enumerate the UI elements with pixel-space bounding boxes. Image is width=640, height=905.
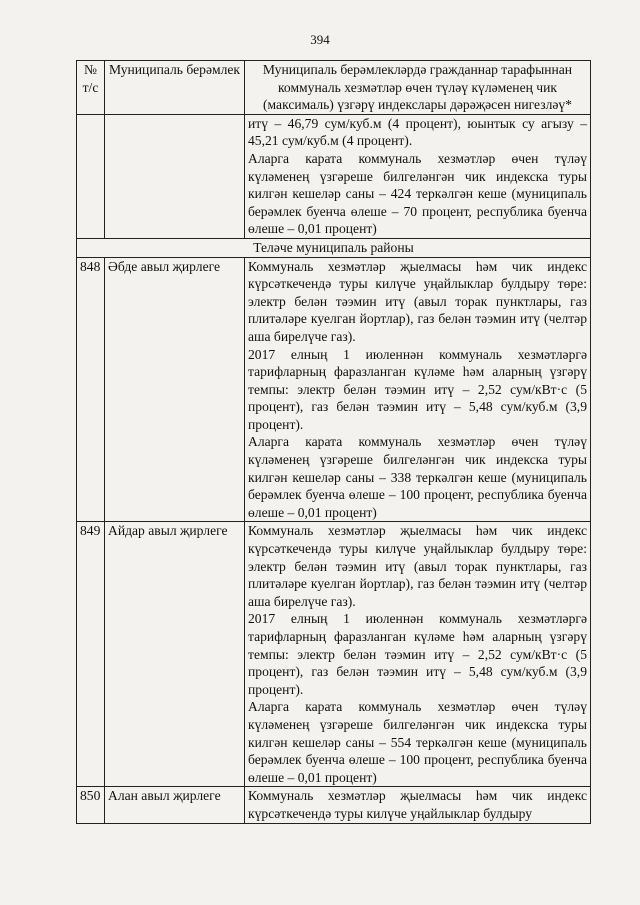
table-row-continuation — [77, 114, 591, 238]
table-row — [77, 787, 591, 823]
district-title: Теләче муниципаль районы — [77, 238, 591, 257]
header-municipality: Муниципаль берәмлек — [105, 61, 245, 115]
header-justification: Муниципаль берәмлекләрдә гражданнар тарафыннан коммуналь хезмәтләр өчен түләү күләменең чик (максималь) үзгәрү индекслары дәрәҗәсен нигезләү* — [245, 61, 591, 115]
header-number: № т/с — [77, 61, 105, 115]
municipality-name: Әбде авыл җирлеге — [105, 257, 245, 522]
indices-table — [76, 60, 591, 824]
justification-cell — [245, 787, 591, 823]
justification-cell — [245, 522, 591, 787]
paragraph: Коммуналь хезмәтләр җыелмасы һәм чик индекс күрсәткечендә туры килүче уңайлыклар булдыру төре: электр белән тәэмин итү (авыл торак пунктлары, газ плитәләре куелган йортлар), газ белән тәэмин итү (челтәр аша бирелүче газ). — [248, 258, 587, 344]
municipality-name: Алан авыл җирлеге — [105, 787, 245, 823]
row-number: 849 — [77, 522, 105, 787]
table-row — [77, 522, 591, 787]
paragraph: Аларга карата коммуналь хезмәтләр өчен түләү күләменең үзгәреше билгеләнгән чик индекска туры килгән кешеләр саны – 338 теркәлгән кеше (муниципаль берәмлек буенча өлеше – 100 процент, республика буенча өлеше – 0,01 процент) — [248, 434, 587, 520]
paragraph: 2017 елның 1 июленнән коммуналь хезмәтләргә тарифларның фаразланган күләме һәм аларның үзгәрү темпы: электр белән тәэмин итү – 2,52 сум/кВт·с (5 процент), газ белән тәэмин итү – 5,48 сум/куб.м (3,9 процент). — [248, 611, 587, 697]
justification-cell — [245, 257, 591, 522]
table-row — [77, 257, 591, 522]
table-header-row — [77, 61, 591, 115]
paragraph: Коммуналь хезмәтләр җыелмасы һәм чик индекс күрсәткечендә туры килүче уңайлыклар булдыру — [248, 788, 587, 821]
municipality-name: Айдар авыл җирлеге — [105, 522, 245, 787]
continuation-cell — [245, 114, 591, 238]
paragraph: Коммуналь хезмәтләр җыелмасы һәм чик индекс күрсәткечендә туры килүче уңайлыклар булдыру төре: электр белән тәэмин итү (авыл торак пунктлары, газ плитәләре куелган йортлар), газ белән тәэмин итү (челтәр аша бирелүче газ). — [248, 523, 587, 609]
district-row — [77, 238, 591, 257]
page-number: 394 — [310, 32, 330, 47]
row-number: 848 — [77, 257, 105, 522]
paragraph: итү – 46,79 сум/куб.м (4 процент), юынтык су агызу – 45,21 сум/куб.м (4 процент). — [248, 115, 587, 149]
paragraph: 2017 елның 1 июленнән коммуналь хезмәтләргә тарифларның фаразланган күләме һәм аларның үзгәрү темпы: электр белән тәэмин итү – 2,52 сум/кВт·с (5 процент), газ белән тәэмин итү – 5,48 сум/куб.м (3,9 процент). — [248, 346, 587, 432]
paragraph: Аларга карата коммуналь хезмәтләр өчен түләү күләменең үзгәреше билгеләнгән чик индекска туры килгән кешеләр саны – 554 теркәлгән кеше (муниципаль берәмлек буенча өлеше – 100 процент, республика буенча өлеше – 0,01 процент) — [248, 699, 587, 785]
paragraph: Аларга карата коммуналь хезмәтләр өчен түләү күләменең үзгәреше билгеләнгән чик индекска туры килгән кешеләр саны – 424 теркәлгән кеше (муниципаль берәмлек буенча өлеше – 70 процент, республика буенча өлеше – 0,01 процент) — [248, 150, 587, 237]
row-number: 850 — [77, 787, 105, 823]
